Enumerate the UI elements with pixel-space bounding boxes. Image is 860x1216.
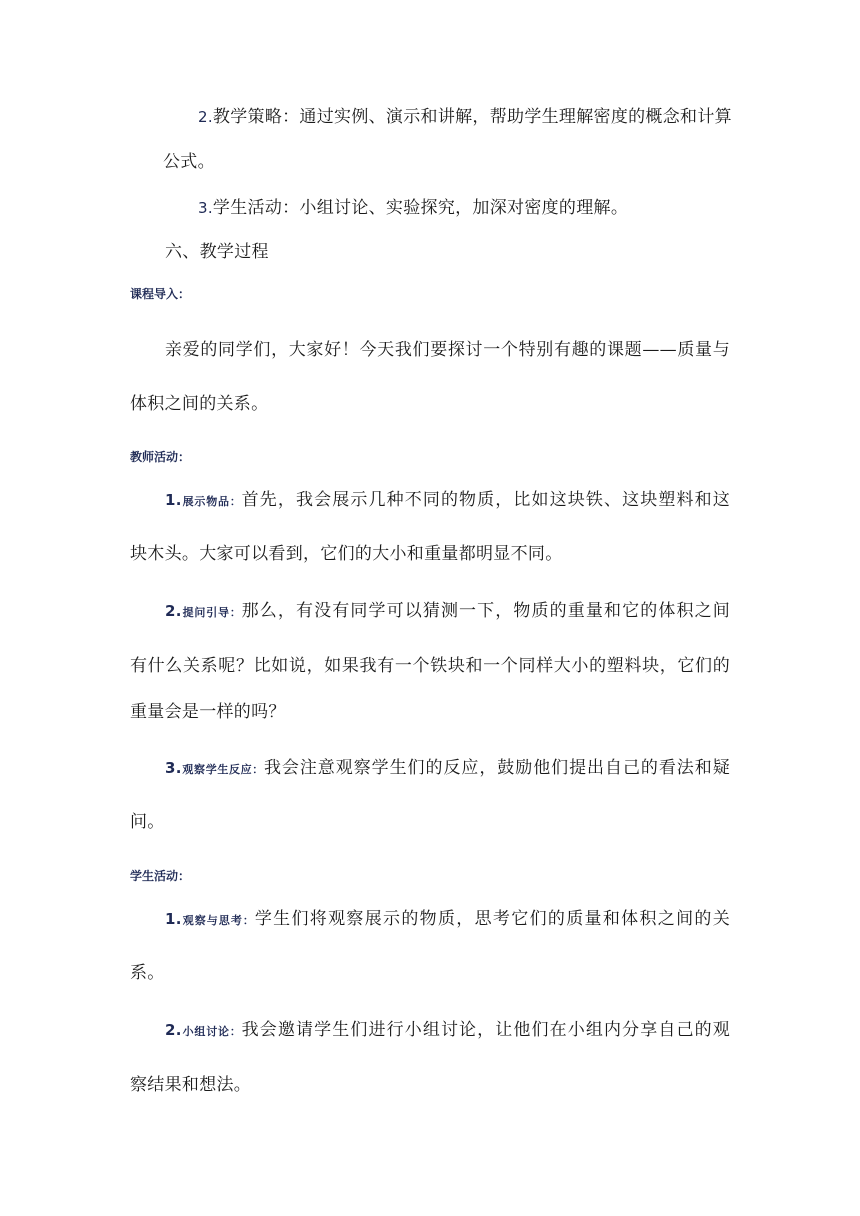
student-item-1-line-1 bbox=[165, 908, 730, 932]
intro-heading: 课程导入： bbox=[130, 287, 191, 301]
item-number: 2. bbox=[165, 1021, 182, 1039]
teacher-item-2-line-2: 有什么关系呢？比如说，如果我有一个铁块和一个同样大小的塑料块，它们的 bbox=[130, 656, 730, 676]
item-number: 2. bbox=[165, 602, 182, 620]
student-item-2-line-1 bbox=[165, 1019, 730, 1043]
teacher-item-1-line-2: 块木头。大家可以看到，它们的大小和重量都明显不同。 bbox=[130, 544, 563, 564]
activity-number: 3. bbox=[198, 199, 213, 217]
student-item-1-line-2: 系。 bbox=[130, 963, 165, 983]
teacher-item-1-line-1 bbox=[165, 489, 730, 513]
item-label: 展示物品： bbox=[181, 495, 242, 508]
item-label: 提问引导： bbox=[181, 606, 242, 619]
intro-line-1: 亲爱的同学们，大家好！今天我们要探讨一个特别有趣的课题——质量与 bbox=[165, 340, 730, 360]
strategy-line-1 bbox=[198, 106, 730, 128]
activity-text: 学生活动：小组讨论、实验探究，加深对密度的理解。 bbox=[212, 198, 629, 218]
item-text: 我会注意观察学生们的反应，鼓励他们提出自己的看法和疑 bbox=[263, 758, 730, 778]
item-label: 小组讨论： bbox=[181, 1025, 242, 1038]
teacher-item-2-line-1 bbox=[165, 600, 730, 624]
activity-line bbox=[198, 197, 628, 219]
student-item-2-line-2: 察结果和想法。 bbox=[130, 1075, 252, 1095]
item-text: 我会邀请学生们进行小组讨论，让他们在小组内分享自己的观 bbox=[241, 1020, 730, 1040]
item-number: 3. bbox=[165, 759, 182, 777]
item-number: 1. bbox=[165, 491, 182, 509]
teacher-heading: 教师活动： bbox=[130, 450, 191, 464]
student-heading: 学生活动： bbox=[130, 869, 191, 883]
item-text: 首先，我会展示几种不同的物质，比如这块铁、这块塑料和这 bbox=[241, 490, 730, 510]
teacher-item-3-line-2: 问。 bbox=[130, 812, 165, 832]
item-label: 观察与思考： bbox=[181, 914, 255, 927]
section-title: 六、教学过程 bbox=[165, 242, 269, 262]
teacher-item-3-line-1 bbox=[165, 757, 730, 781]
intro-line-2: 体积之间的关系。 bbox=[130, 394, 269, 414]
strategy-text: 教学策略：通过实例、演示和讲解，帮助学生理解密度的概念和计算 bbox=[212, 107, 732, 127]
item-text: 那么，有没有同学可以猜测一下，物质的重量和它的体积之间 bbox=[241, 601, 730, 621]
item-number: 1. bbox=[165, 910, 182, 928]
item-text: 学生们将观察展示的物质，思考它们的质量和体积之间的关 bbox=[254, 909, 730, 929]
teacher-item-2-line-3: 重量会是一样的吗？ bbox=[130, 702, 286, 722]
item-label: 观察学生反应： bbox=[181, 763, 264, 776]
strategy-number: 2. bbox=[198, 108, 213, 126]
strategy-line-2: 公式。 bbox=[163, 152, 215, 172]
